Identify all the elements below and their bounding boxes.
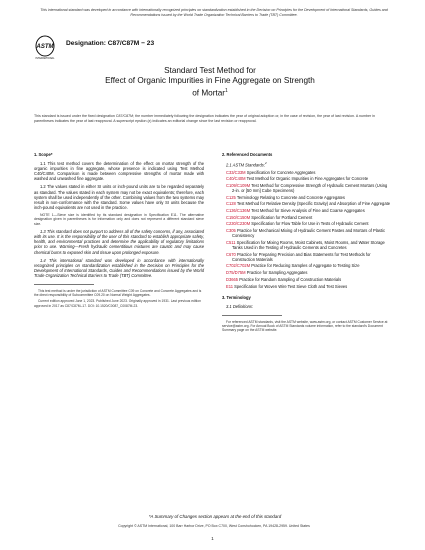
reference-item: [226, 183, 392, 193]
reference-title: Practice for Reducing Samples of Aggregate to Testing Size: [251, 263, 360, 269]
reference-code-link[interactable]: C128: [226, 201, 236, 207]
scope-heading: 1. Scope*: [34, 152, 53, 157]
footnote-divider: [34, 284, 94, 285]
designation: Designation: C87/C87M − 23: [66, 40, 155, 47]
reference-code-link[interactable]: C40/C40M: [226, 176, 246, 182]
svg-text:INTERNATIONAL: INTERNATIONAL: [35, 57, 55, 60]
reference-code-link[interactable]: C230/C230M: [226, 221, 251, 227]
reference-code-link[interactable]: C109/C109M: [226, 182, 251, 188]
reference-title: Test Method for Compressive Strength of Hydraulic Cement Mortars (Using 2-in. or [50 mm] Cube Specimens): [232, 182, 388, 194]
left-column: [34, 152, 204, 310]
reference-title: Test Method for Sieve Analysis of Fine and Coarse Aggregates: [251, 208, 365, 214]
reference-item: [226, 176, 392, 181]
title-line-2: Effect of Organic Impurities in Fine Aggregate on Strength: [105, 76, 315, 85]
reference-title: Test Method for Relative Density (Specific Gravity) and Absorption of Fine Aggregate: [236, 201, 391, 207]
summary-of-changes-note: *A Summary of Changes section appears at the end of this standard: [148, 514, 282, 519]
reference-item: [226, 277, 392, 282]
reference-title: Practice for Random Sampling of Construction Materials: [239, 276, 342, 282]
reference-title: Practice for Mechanical Mixing of Hydraulic Cement Pastes and Mortars of Plastic Consistency: [232, 228, 386, 239]
reference-code-link[interactable]: C702/C702M: [226, 263, 251, 269]
reference-item: [226, 240, 392, 250]
title-line-1: Standard Test Method for: [164, 66, 256, 75]
title-line-3: of Mortar$^1$: [192, 88, 228, 98]
referenced-documents-heading: 2. Referenced Documents: [222, 152, 273, 157]
reference-code-link[interactable]: C150/C150M: [226, 214, 251, 220]
reference-item: [226, 228, 392, 238]
note-1: NOTE 1—Sieve size is identified by its standard designation in Specification E11. The alternative designation given in parentheses is for information only and does not represent a different standard sieve size.: [34, 212, 204, 226]
section-1-4: 1.4 This international standard was developed in accordance with internationally recognized principles on standardization established in the Decision on Principles for the Development of International Standards, Guides and Recommendations issued by the World Trade Organization Technical Barriers to Trade (TBT) Committee.: [34, 257, 204, 278]
footnote-1: This test method is under the jurisdiction of ASTM Committee C09 on Concrete and Concrete Aggregates and is the direct responsibility of Subcommittee C09.20 on Normal Weight Aggregates.: [34, 289, 202, 298]
reference-item: [226, 263, 392, 268]
footnote-2: For referenced ASTM standards, visit the ASTM website, www.astm.org, or contact ASTM Customer Service at service@astm.org. For Annual Book of ASTM Standards volume information, refer to the standard's Document Summary page on the ASTM website.: [222, 319, 388, 333]
reference-item: [226, 170, 392, 175]
reference-code-link[interactable]: D3665: [226, 276, 239, 282]
reference-code-link[interactable]: C136/C136M: [226, 208, 251, 214]
reference-title: Specification for Portland Cement: [251, 214, 313, 220]
copyright: Copyright © ASTM International, 100 Barr Harbor Drive, PO Box C700, West Conshohocken, PA 19428-2959. United States: [118, 524, 310, 528]
reference-item: [226, 284, 392, 289]
reference-code-link[interactable]: C125: [226, 194, 236, 200]
footnote-1-edition: Current edition approved June 1, 2023. Published June 2023. Originally approved in 1931. Last previous edition approved in 2017 as C87/C87M–17. DOI: 10.1520/C0087_C0087M-23.: [34, 299, 201, 308]
reference-code-link[interactable]: C305: [226, 228, 236, 234]
reference-item: [226, 270, 392, 275]
reference-title: Specification for Woven Wire Test Sieve Cloth and Test Sieves: [234, 283, 348, 289]
reference-code-link[interactable]: E11: [226, 283, 233, 289]
astm-standards-subheading: 2.1 ASTM Standards:$^2$: [226, 161, 267, 168]
reference-code-link[interactable]: D75/D75M: [226, 270, 246, 276]
reference-list: [222, 170, 392, 289]
section-1-2: 1.2 The values stated in either SI units or inch-pound units are to be regarded separately as standard. The values stated in each system may not be exact equivalents; therefore, each system shall be used independently of the other. Combining values from the two systems may result in non-conformance with the standard. Some values have only SI units because the inch-pound equivalents are not used in the practice.: [34, 184, 204, 210]
right-column: [222, 152, 392, 334]
wto-notice: This international standard was developed in accordance with internationally recognized principles on standardization established in the Decision on Principles for the Development of International Standards, Guides and Recommendations issued by the World Trade Organization Technical Barriers to Trade (TBT) Committee.: [40, 8, 388, 17]
document-title: [60, 66, 360, 99]
astm-logo-icon: [34, 34, 56, 60]
section-1-3: 1.3 This standard does not purport to address all of the safety concerns, if any, associated with its use. It is the responsibility of the user of this standard to establish appropriate safety, health, and environmental practices and determine the applicability of regulatory limitations prior to use. Warning—Fresh hydraulic cementitious mixtures are caustic and may cause chemical burns to exposed skin and tissue upon prolonged exposure.: [34, 229, 204, 255]
reference-title: Specification for Flow Table for Use in Tests of Hydraulic Cement: [251, 221, 369, 227]
page-number: 1: [211, 536, 214, 541]
reference-item: [226, 215, 392, 220]
section-1-1: 1.1 This test method covers the determination of the effect on mortar strength of the organic impurities in fine aggregate, whose presence is indicated using Test Method C40/C40M. Comparison is made between compressive strengths of mortar made with washed and unwashed fine aggregate.: [34, 161, 204, 182]
reference-title: Specification for Concrete Aggregates: [246, 169, 316, 175]
reference-title: Practice for Sampling Aggregates: [246, 270, 308, 276]
reference-item: [226, 195, 392, 200]
reference-item: [226, 252, 392, 262]
reference-title: Specification for Mixing Rooms, Moist Cabinets, Moist Rooms, and Water Storage Tanks Used in the Testing of Hydraulic Cements and Concretes: [232, 239, 385, 251]
reference-code-link[interactable]: C511: [226, 239, 236, 245]
reference-code-link[interactable]: C670: [226, 251, 236, 257]
definitions-subheading: 3.1 Definitions:: [226, 303, 254, 309]
svg-text:ASTM: ASTM: [36, 44, 54, 50]
reference-item: [226, 208, 392, 213]
reference-title: Test Method for Organic Impurities in Fine Aggregates for Concrete: [246, 176, 369, 182]
jurisdiction-note: This standard is issued under the fixed designation C87/C87M; the number immediately following the designation indicates the year of original adoption or, in the case of revision, the year of last revision. A number in parentheses indicates the year of last reapproval. A superscript epsilon (ε) indicates an editorial change since the last revision or reapproval.: [34, 114, 375, 123]
footnote-divider-right: [222, 315, 282, 316]
reference-code-link[interactable]: C33/C33M: [226, 169, 246, 175]
terminology-heading: 3. Terminology: [222, 294, 251, 300]
reference-title: Terminology Relating to Concrete and Concrete Aggregates: [236, 194, 345, 200]
reference-title: Practice for Preparing Precision and Bias Statements for Test Methods for Construction Materials: [232, 251, 371, 262]
reference-item: [226, 221, 392, 226]
reference-item: [226, 201, 392, 206]
